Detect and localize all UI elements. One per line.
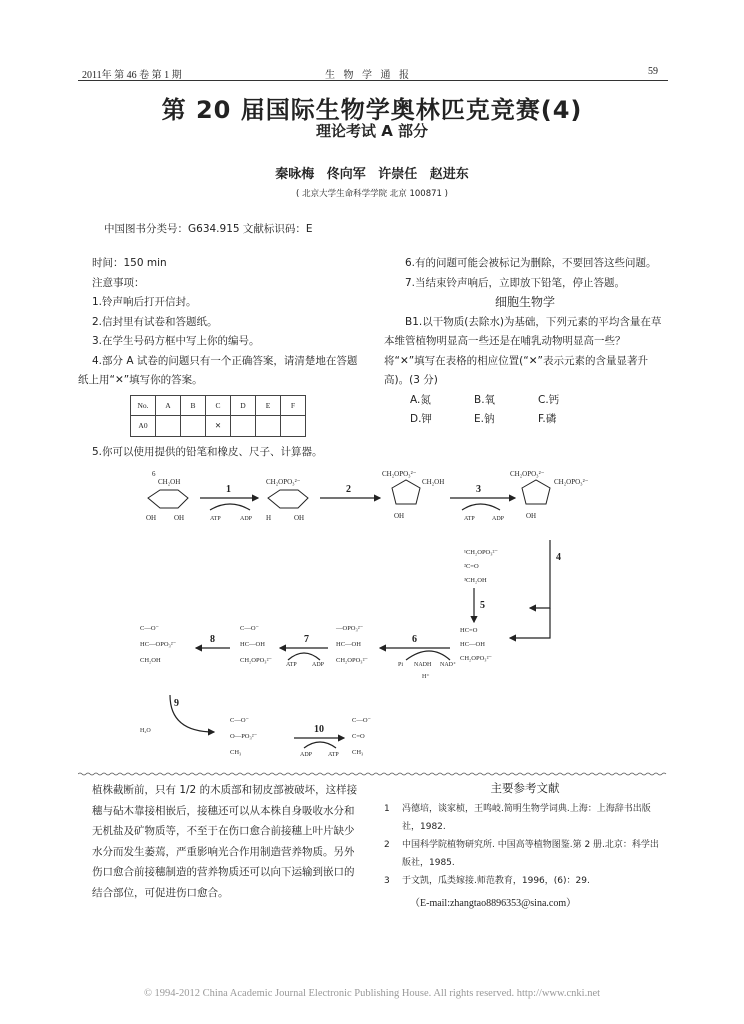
nad-curve-6	[406, 651, 450, 660]
glucose-ring	[148, 490, 188, 508]
table-cell: ✕	[206, 416, 231, 437]
reference-text: 中国科学院植物研究所. 中国高等植物图鉴.第 2 册.北京：科学出版社，1985.	[402, 840, 659, 868]
table-cell: No.	[131, 395, 156, 416]
option-b: B.氧	[474, 393, 496, 406]
bpg-acyl-label: —OPO₃²⁻	[336, 625, 364, 632]
atp-label: ATP	[328, 752, 339, 758]
classification-line: 中国图书分类号：G634.915 文献标识码：E	[104, 223, 313, 235]
option-a: A.氮	[410, 393, 431, 406]
wavy-divider-line	[78, 772, 668, 776]
oh-label: OH	[146, 514, 157, 522]
pep-methyl-label: CH₃	[230, 749, 242, 756]
bottom-left-paragraph: 植株截断前，只有 1/2 的木质部和韧皮部被破坏，这样接穗与砧木靠接相嵌后，接穗还可以从本株自身吸收水分和无机盐及矿物质等，不至于在伤口愈合前接穗上叶片缺少水分而发生萎蔫，严重影响光合作用制造营养物质。另外伤口愈合前接穗制造的营养物质还可以向下运输到嵌口的结合部位，可促进伤口愈合。	[92, 784, 358, 899]
carbon-six-label: 6	[152, 470, 156, 478]
step-number: 8	[210, 634, 215, 645]
step-number: 9	[174, 698, 179, 709]
table-cell	[181, 416, 206, 437]
nad-label: NAD⁺	[440, 662, 457, 668]
right-column	[384, 254, 666, 430]
section-heading: 细胞生物学	[494, 295, 555, 309]
reference-number: 1	[384, 804, 390, 814]
header-rule	[78, 80, 668, 81]
page-number: 59	[648, 66, 658, 77]
author-email: （E-mail:zhangtao8896353@sina.com）	[410, 898, 577, 909]
oh-label: OH	[294, 514, 305, 522]
table-cell: F	[281, 395, 306, 416]
adp-label: ADP	[312, 662, 325, 668]
table-cell	[231, 416, 256, 437]
fructose-bisp-ring	[522, 480, 550, 504]
table-cell: C	[206, 395, 231, 416]
oh-label: OH	[174, 514, 185, 522]
step-number: 10	[314, 724, 324, 735]
journal-issue: 2011年 第 46 卷 第 1 期	[82, 70, 182, 81]
ch2opo3-label: CH₂OPO₃²⁻	[382, 470, 417, 478]
notice-item-5: 5.你可以使用提供的铅笔和橡皮、尺子、计算器。	[92, 445, 323, 458]
references-block	[384, 780, 666, 909]
glycolysis-diagram	[130, 470, 610, 770]
atp-adp-curve-7	[288, 653, 320, 660]
pep-phosphate-label: O—PO₃²⁻	[230, 733, 258, 740]
step-number: 5	[480, 600, 485, 611]
left-column	[78, 254, 358, 462]
notice-heading: 注意事项：	[92, 276, 145, 289]
g3p-phosphate-label: CH₂OPO₃²⁻	[460, 655, 492, 662]
dhap-c1-label: ¹CH₂OPO₃²⁻	[464, 549, 498, 556]
2pg-ch2oh-label: CH₂OH	[140, 657, 161, 664]
water-label: H₂O	[140, 728, 151, 734]
g3p-hydroxyl-label: HC—OH	[460, 641, 485, 648]
atp-adp-curve-10	[304, 742, 336, 748]
atp-adp-curve-3	[462, 504, 500, 510]
answer-options	[384, 391, 666, 430]
ch2opo3-label: CH₂OPO₃²⁻	[266, 478, 301, 486]
option-d: D.钾	[410, 413, 432, 425]
reference-item	[384, 872, 666, 890]
step-number: 3	[476, 484, 481, 495]
2pg-carboxyl-label: C—O⁻	[140, 625, 159, 632]
glucose-6p-ring	[268, 490, 308, 508]
adp-label: ADP	[492, 516, 505, 522]
dhap-c3-label: ³CH₂OH	[464, 577, 487, 584]
3pg-phosphate-label: CH₂OPO₃²⁻	[240, 657, 272, 664]
option-c: C.钙	[538, 393, 560, 406]
reference-text: 于文凯，瓜类嫁接.师范教育，1996，(6)：29.	[402, 876, 590, 886]
author-affiliation: ( 北京大学生命科学学院 北京 100871 )	[296, 189, 448, 199]
section-divider	[78, 772, 668, 776]
ch2opo3-label: CH₂OPO₃²⁻	[510, 470, 545, 478]
notice-item-1: 1.铃声响后打开信封。	[92, 296, 197, 308]
step-number: 2	[346, 484, 351, 495]
reference-number: 3	[384, 876, 390, 886]
adp-label: ADP	[300, 752, 313, 758]
answer-sheet-table	[130, 395, 306, 437]
2pg-phosphate-label: HC—OPO₃²⁻	[140, 641, 177, 648]
table-cell: A0	[131, 416, 156, 437]
option-f: F.磷	[538, 413, 557, 425]
notice-item-2: 2.信封里有试卷和答题纸。	[92, 315, 218, 328]
step-number: 7	[304, 634, 309, 645]
notice-item-7: 7.当结束铃声响后，立即放下铅笔，停止答题。	[405, 276, 626, 289]
notice-item-3: 3.在学生号码方框中写上你的编号。	[92, 335, 260, 347]
3pg-hydroxyl-label: HC—OH	[240, 641, 265, 648]
pi-label: Pi	[398, 662, 404, 668]
references-heading: 主要参考文献	[490, 781, 560, 795]
answer-table-row	[131, 416, 306, 437]
article-authors: 秦咏梅 佟向军 许崇任 赵进东	[275, 167, 469, 182]
nadh-label: NADH	[414, 662, 432, 668]
table-cell: B	[181, 395, 206, 416]
step-4-arrow	[530, 540, 550, 608]
dhap-c2-label: ²C=O	[464, 563, 479, 570]
g3p-aldehyde-label: HC=O	[460, 627, 478, 634]
table-cell: A	[156, 395, 181, 416]
table-cell	[281, 416, 306, 437]
pyruvate-methyl-label: CH₃	[352, 749, 364, 756]
atp-label: ATP	[464, 516, 475, 522]
journal-name: 生 物 学 通 报	[325, 70, 412, 81]
bpg-hydroxyl-label: HC—OH	[336, 641, 361, 648]
proton-label: H⁺	[422, 674, 430, 680]
reference-item	[384, 800, 666, 836]
table-cell	[156, 416, 181, 437]
3pg-carboxyl-label: C—O⁻	[240, 625, 259, 632]
article-subtitle: 理论考试 A 部分	[315, 122, 429, 140]
question-b1: B1.以干物质(去除水)为基础，下列元素的平均含量在草本维管植物明显高一些还是在哺乳动物明显高一些？将“✕”填写在表格的相应位置(“✕”表示元素的含量显著升高)。(3 分)	[384, 315, 662, 386]
reference-text: 冯德培，谈家桢，王鸣岐.简明生物学词典.上海：上海辞书出版社，1982.	[402, 804, 651, 832]
atp-label: ATP	[286, 662, 297, 668]
fructose-6p-ring	[392, 480, 420, 504]
triose-isomer-link	[510, 608, 550, 638]
pep-carboxyl-label: C—O⁻	[230, 717, 249, 724]
notice-item-6: 6.有的问题可能会被标记为删除，不要回答这些问题。	[405, 257, 657, 269]
oh-label: OH	[526, 512, 537, 520]
ch2opo3-label: CH₂OPO₃²⁻	[554, 478, 589, 486]
atp-adp-curve-1	[210, 504, 250, 510]
option-e: E.钠	[474, 413, 495, 425]
reference-item	[384, 836, 666, 872]
step-number: 4	[556, 552, 561, 563]
oh-label: OH	[394, 512, 405, 520]
ch2oh-label: CH₂OH	[158, 478, 181, 486]
ch2oh-label: CH₂OH	[422, 478, 445, 486]
answer-table-header	[131, 395, 306, 416]
pyruvate-keto-label: C=O	[352, 733, 365, 740]
step-number: 6	[412, 634, 417, 645]
exam-time: 时间：150 min	[92, 257, 167, 269]
copyright-footer: © 1994-2012 China Academic Journal Electronic Publishing House. All rights reserved. http://www.cnki.net	[143, 988, 601, 999]
bpg-phosphate-label: CH₂OPO₃²⁻	[336, 657, 368, 664]
table-cell: D	[231, 395, 256, 416]
adp-label: ADP	[240, 516, 253, 522]
reference-number: 2	[384, 840, 390, 850]
step-number: 1	[226, 484, 231, 495]
article-title: 第 20 届国际生物学奥林匹克竞赛(4)	[161, 96, 583, 124]
atp-label: ATP	[210, 516, 221, 522]
table-cell	[256, 416, 281, 437]
h-atom-label: H	[266, 514, 272, 522]
notice-item-4: 4.部分 A 试卷的问题只有一个正确答案，请清楚地在答题纸上用“✕”填写你的答案。	[78, 354, 358, 386]
pyruvate-carboxyl-label: C—O⁻	[352, 717, 371, 724]
table-cell: E	[256, 395, 281, 416]
